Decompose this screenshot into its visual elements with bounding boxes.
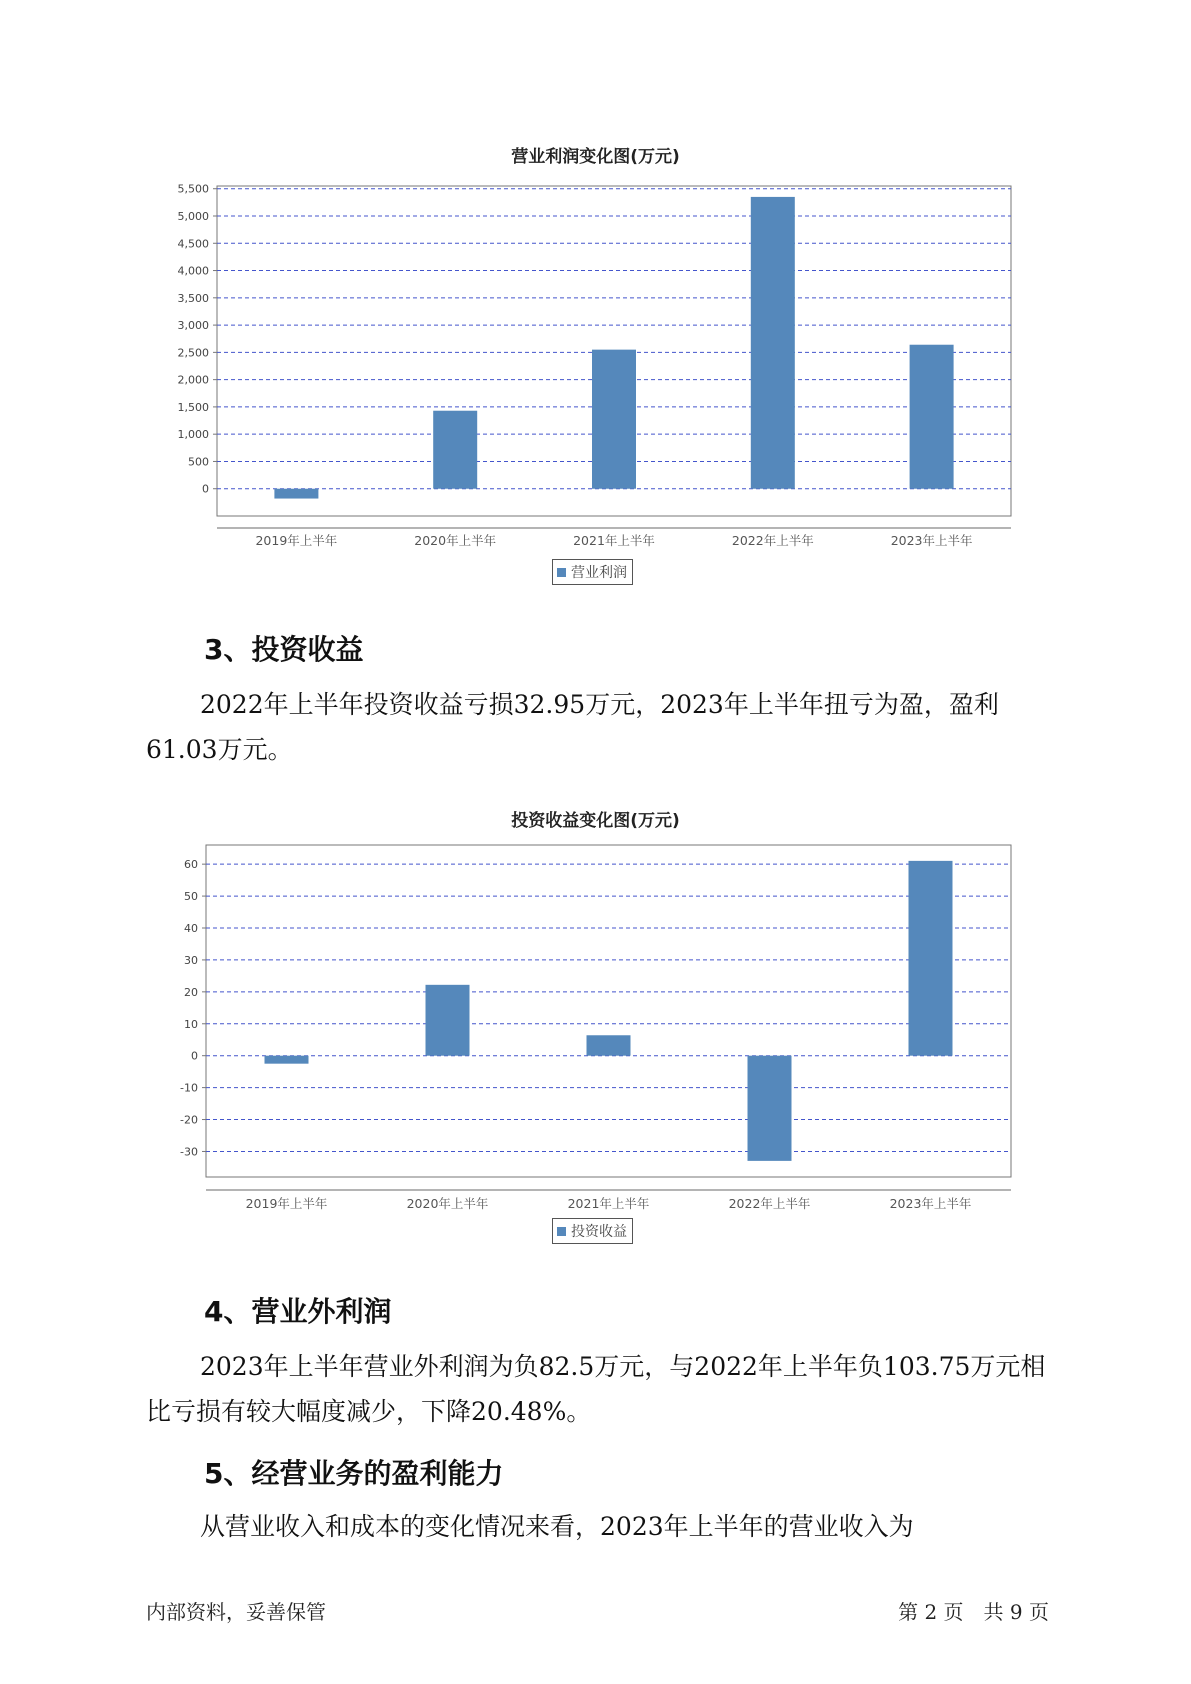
section3-text: 2022年上半年投资收益亏损32.95万元，2023年上半年扭亏为盈，盈利61.03万元。: [146, 690, 999, 764]
bar-2: [433, 411, 477, 489]
y-tick-label: -10: [180, 1081, 198, 1095]
bar-4: [748, 1056, 792, 1161]
bar-4: [751, 197, 795, 489]
section3-heading: 3、投资收益: [204, 633, 364, 666]
chart1-title: 营业利润变化图(万元): [511, 147, 680, 167]
chart1-legend: [552, 559, 633, 585]
y-tick-label: -30: [180, 1145, 198, 1159]
bar-1: [265, 1056, 309, 1064]
legend-swatch-icon: [557, 1227, 566, 1236]
y-tick-label: 2,500: [177, 346, 209, 360]
y-tick-label: 60: [184, 858, 198, 872]
chart2-legend-label: 投资收益: [571, 1224, 627, 1240]
chart2-legend: [552, 1218, 633, 1244]
y-tick-label: 5,500: [177, 182, 209, 196]
y-tick-label: 5,000: [177, 210, 209, 223]
x-tick-label: 2019年上半年: [255, 533, 338, 548]
x-tick-label: 2021年上半年: [573, 533, 655, 548]
y-tick-label: 1,500: [177, 400, 209, 414]
section5-heading: 5、经营业务的盈利能力: [204, 1457, 504, 1490]
x-tick-label: 2020年上半年: [406, 1196, 489, 1211]
x-tick-label: 2019年上半年: [245, 1196, 328, 1211]
section3-paragraph: [146, 682, 1058, 772]
section4-heading: 4、营业外利润: [204, 1295, 392, 1328]
x-tick-label: 2022年上半年: [731, 533, 814, 548]
investment-income-chart: [0, 800, 1191, 1220]
bar-1: [274, 489, 318, 499]
bar-5: [909, 861, 953, 1056]
page-number: 第 2 页 共 9 页: [898, 1600, 1049, 1624]
x-tick-label: 2022年上半年: [728, 1196, 811, 1211]
y-tick-label: 3,500: [177, 291, 209, 305]
section5-text: 从营业收入和成本的变化情况来看，2023年上半年的营业收入为: [200, 1512, 914, 1541]
bar-5: [910, 345, 954, 489]
plot-area: [206, 845, 1011, 1177]
bar-3: [587, 1035, 631, 1055]
y-tick-label: 2,000: [177, 373, 209, 387]
section4-paragraph: [146, 1344, 1058, 1434]
x-tick-label: 2023年上半年: [889, 1196, 972, 1211]
x-tick-label: 2020年上半年: [414, 533, 497, 548]
section4-text: 2023年上半年营业外利润为负82.5万元，与2022年上半年负103.75万元相比亏损有较大幅度减少，下降20.48%。: [146, 1352, 1046, 1426]
y-tick-label: -20: [180, 1113, 198, 1127]
y-tick-label: 500: [188, 455, 209, 469]
bar-3: [592, 350, 636, 489]
y-tick-label: 50: [184, 890, 198, 904]
x-tick-label: 2023年上半年: [890, 533, 973, 548]
y-tick-label: 1,000: [177, 428, 209, 442]
x-tick-label: 2021年上半年: [567, 1196, 650, 1211]
y-tick-label: 30: [184, 953, 198, 967]
chart1-legend-label: 营业利润: [571, 565, 627, 581]
y-tick-label: 4,000: [177, 264, 209, 278]
operating-profit-chart: [0, 140, 1191, 560]
bar-2: [426, 985, 470, 1056]
section5-paragraph: [146, 1504, 1058, 1549]
y-tick-label: 4,500: [177, 237, 209, 251]
y-tick-label: 20: [184, 985, 198, 999]
y-tick-label: 3,000: [177, 319, 209, 333]
legend-swatch-icon: [557, 568, 566, 577]
footer-note: 内部资料，妥善保管: [146, 1600, 326, 1624]
y-tick-label: 0: [202, 482, 209, 496]
chart2-title: 投资收益变化图(万元): [511, 811, 680, 831]
y-tick-label: 10: [184, 1017, 198, 1031]
y-tick-label: 40: [184, 922, 198, 935]
y-tick-label: 0: [191, 1049, 198, 1063]
